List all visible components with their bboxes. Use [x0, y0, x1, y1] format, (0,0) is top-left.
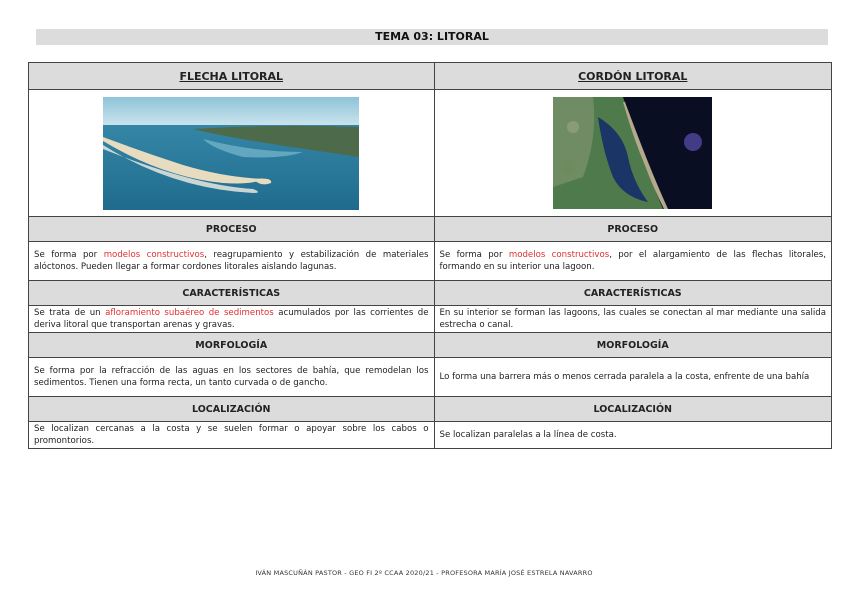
comparison-table	[28, 62, 832, 449]
cordon-caracteristicas-text: En su interior se forman las lagoons, las cuales se conectan al mar mediante una salida estrecha o canal.	[434, 306, 832, 333]
flecha-localizacion-label: LOCALIZACIÓN	[29, 397, 435, 422]
morfologia-body-row	[29, 358, 832, 397]
cordon-proceso-text: Se forma por modelos constructivos, por el alargamiento de las flechas litorales, formando en su interior una lagoon.	[434, 242, 832, 281]
morfologia-header-row	[29, 333, 832, 358]
flecha-caracteristicas-label: CARACTERÍSTICAS	[29, 281, 435, 306]
heading-flecha-litoral: FLECHA LITORAL	[29, 63, 435, 90]
caracteristicas-header-row	[29, 281, 832, 306]
column-headings-row	[29, 63, 832, 90]
flecha-morfologia-label: MORFOLOGÍA	[29, 333, 435, 358]
highlight-text: modelos constructivos	[508, 249, 610, 260]
heading-cordon-litoral: CORDÓN LITORAL	[434, 63, 832, 90]
cordon-localizacion-text: Se localizan paralelas a la línea de costa.	[434, 422, 832, 449]
cordon-litoral-satellite-photo	[553, 97, 712, 209]
flecha-localizacion-text: Se localizan cercanas a la costa y se suelen formar o apoyar sobre los cabos o promontorios.	[29, 422, 435, 449]
proceso-header-row	[29, 217, 832, 242]
flecha-litoral-photo	[103, 97, 359, 210]
proceso-body-row	[29, 242, 832, 281]
localizacion-body-row	[29, 422, 832, 449]
flecha-image-cell	[29, 90, 435, 217]
cordon-localizacion-label: LOCALIZACIÓN	[434, 397, 832, 422]
cordon-image-cell	[434, 90, 832, 217]
flecha-proceso-text: Se forma por modelos constructivos, reagrupamiento y estabilización de materiales alóctonos. Pueden llegar a formar cordones litorales aislando lagunas.	[29, 242, 435, 281]
images-row	[29, 90, 832, 217]
cordon-caracteristicas-label: CARACTERÍSTICAS	[434, 281, 832, 306]
cordon-proceso-label: PROCESO	[434, 217, 832, 242]
highlight-text: afloramiento subaéreo de sedimentos	[105, 307, 274, 318]
page-footer: IVÁN MASCUÑÁN PASTOR - GEO FI 2º CCAA 2020/21 - PROFESORA MARÍA JOSÉ ESTRELA NAVARRO	[255, 569, 593, 577]
flecha-proceso-label: PROCESO	[29, 217, 435, 242]
cordon-morfologia-text: Lo forma una barrera más o menos cerrada paralela a la costa, enfrente de una bahía	[434, 358, 832, 397]
flecha-morfologia-text: Se forma por la refracción de las aguas en los sectores de bahía, que remodelan los sedimentos. Tienen una forma recta, un tanto curvada o de gancho.	[29, 358, 435, 397]
cordon-morfologia-label: MORFOLOGÍA	[434, 333, 832, 358]
page-title: TEMA 03: LITORAL	[36, 29, 828, 45]
highlight-text: modelos constructivos	[103, 249, 205, 260]
caracteristicas-body-row	[29, 306, 832, 333]
flecha-caracteristicas-text: Se trata de un afloramiento subaéreo de sedimentos acumulados por las corrientes de deriva litoral que transportan arenas y gravas.	[29, 306, 435, 333]
localizacion-header-row	[29, 397, 832, 422]
